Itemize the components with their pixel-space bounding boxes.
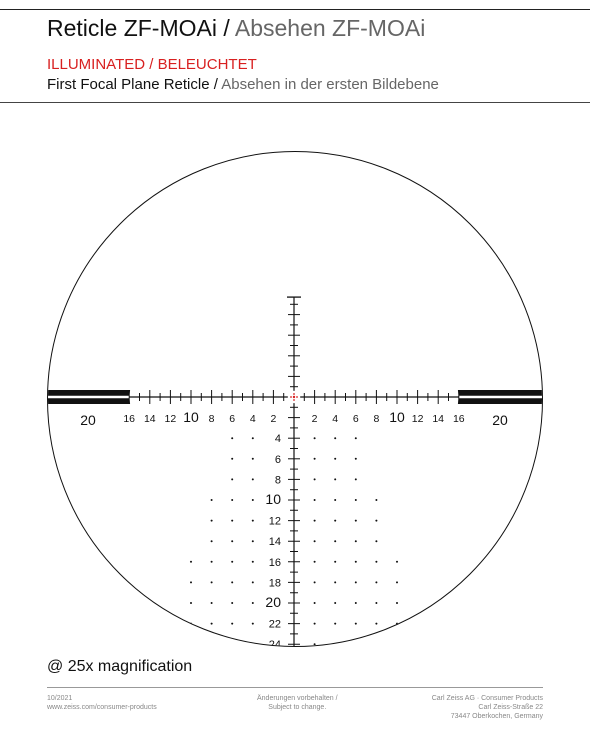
magnification-note: @ 25x magnification bbox=[47, 658, 193, 675]
holdover-dot bbox=[252, 581, 254, 583]
holdover-dot bbox=[314, 643, 316, 645]
outer-scale-label: 20 bbox=[80, 412, 96, 428]
vertical-scale-label: 24 bbox=[268, 639, 281, 648]
holdover-dot bbox=[355, 623, 357, 625]
holdover-dot bbox=[190, 623, 192, 625]
reticle-diagram bbox=[48, 152, 543, 647]
horizontal-scale-label: 6 bbox=[229, 413, 236, 425]
subtitle-english: First Focal Plane Reticle / bbox=[47, 76, 218, 93]
holdover-dot bbox=[314, 540, 316, 542]
holdover-dot bbox=[252, 499, 254, 501]
holdover-dot bbox=[334, 623, 336, 625]
vertical-scale-label: 12 bbox=[268, 515, 281, 528]
footer-change-en: Subject to change. bbox=[268, 704, 327, 711]
holdover-dot bbox=[355, 540, 357, 542]
holdover-dot bbox=[375, 581, 377, 583]
footer-url[interactable]: www.zeiss.com/consumer-products bbox=[47, 704, 157, 711]
holdover-dot bbox=[314, 478, 316, 480]
horizontal-scale-label: 12 bbox=[411, 413, 424, 425]
holdover-dot bbox=[314, 623, 316, 625]
holdover-dot bbox=[355, 581, 357, 583]
holdover-dot bbox=[375, 520, 377, 522]
illuminated-center-dot bbox=[296, 396, 298, 398]
holdover-dot bbox=[211, 499, 213, 501]
holdover-dot bbox=[211, 623, 213, 625]
footer-change-de: Änderungen vorbehalten / bbox=[257, 695, 338, 702]
holdover-dot bbox=[211, 581, 213, 583]
holdover-dot bbox=[334, 437, 336, 439]
holdover-dot bbox=[375, 643, 377, 645]
holdover-dot bbox=[314, 581, 316, 583]
top-rule bbox=[0, 9, 590, 10]
holdover-dot bbox=[355, 478, 357, 480]
holdover-dot bbox=[355, 643, 357, 645]
holdover-dot bbox=[355, 458, 357, 460]
holdover-dot bbox=[252, 458, 254, 460]
holdover-dot bbox=[231, 458, 233, 460]
holdover-dot bbox=[231, 540, 233, 542]
holdover-dot bbox=[190, 561, 192, 563]
horizontal-scale-label: 4 bbox=[249, 413, 256, 425]
footer-date: 10/2021 bbox=[47, 695, 73, 702]
illuminated-center-dot bbox=[293, 396, 295, 398]
holdover-dot bbox=[190, 602, 192, 604]
holdover-dot bbox=[211, 540, 213, 542]
page-title bbox=[47, 15, 425, 42]
holdover-dot bbox=[252, 437, 254, 439]
holdover-dot bbox=[375, 602, 377, 604]
holdover-dot bbox=[375, 623, 377, 625]
holdover-dot bbox=[334, 643, 336, 645]
title-english: Reticle ZF-MOAi / bbox=[47, 15, 230, 41]
vertical-scale-label: 22 bbox=[268, 618, 281, 631]
holdover-dot bbox=[231, 602, 233, 604]
footer-left bbox=[47, 694, 157, 712]
header-divider bbox=[0, 102, 590, 103]
vertical-scale-label: 4 bbox=[274, 433, 281, 446]
horizontal-scale-label: 16 bbox=[452, 413, 465, 425]
holdover-dot bbox=[252, 602, 254, 604]
holdover-dot bbox=[252, 623, 254, 625]
illuminated-center-dot bbox=[293, 399, 295, 401]
holdover-dot bbox=[231, 581, 233, 583]
holdover-dot bbox=[355, 520, 357, 522]
reticle-view bbox=[47, 151, 543, 647]
holdover-dot bbox=[252, 478, 254, 480]
holdover-dot bbox=[334, 499, 336, 501]
holdover-dot bbox=[396, 561, 398, 563]
holdover-dot bbox=[231, 520, 233, 522]
holdover-dot bbox=[314, 437, 316, 439]
holdover-dot bbox=[190, 643, 192, 645]
holdover-dot bbox=[231, 623, 233, 625]
holdover-dot bbox=[396, 602, 398, 604]
holdover-dot bbox=[231, 499, 233, 501]
holdover-dot bbox=[355, 437, 357, 439]
subtitle-german: Absehen in der ersten Bildebene bbox=[221, 76, 439, 93]
holdover-dot bbox=[314, 499, 316, 501]
title-german: Absehen ZF-MOAi bbox=[234, 15, 426, 41]
holdover-dot bbox=[231, 437, 233, 439]
holdover-dot bbox=[252, 520, 254, 522]
illuminated-center-dot bbox=[290, 396, 292, 398]
holdover-dot bbox=[375, 499, 377, 501]
holdover-dot bbox=[314, 458, 316, 460]
horizontal-scale-label: 14 bbox=[143, 413, 156, 425]
footer-right bbox=[432, 694, 543, 721]
holdover-dot bbox=[334, 561, 336, 563]
vertical-scale-label: 8 bbox=[274, 474, 281, 487]
horizontal-scale-label: 10 bbox=[389, 409, 405, 425]
footer-city: 73447 Oberkochen, Germany bbox=[450, 713, 543, 720]
holdover-dot bbox=[211, 561, 213, 563]
holdover-dot bbox=[396, 623, 398, 625]
outer-scale-label: 20 bbox=[492, 412, 508, 428]
holdover-dot bbox=[334, 520, 336, 522]
horizontal-scale-label: 4 bbox=[332, 413, 339, 425]
holdover-dot bbox=[252, 540, 254, 542]
vertical-scale-label: 16 bbox=[268, 556, 281, 569]
illuminated-center-dot bbox=[293, 393, 295, 395]
horizontal-scale-label: 10 bbox=[183, 409, 199, 425]
footer-street: Carl Zeiss-Straße 22 bbox=[478, 704, 543, 711]
holdover-dot bbox=[252, 643, 254, 645]
horizontal-scale-label: 2 bbox=[311, 413, 318, 425]
holdover-dot bbox=[334, 602, 336, 604]
holdover-dot bbox=[314, 520, 316, 522]
holdover-dot bbox=[334, 540, 336, 542]
holdover-dot bbox=[211, 520, 213, 522]
holdover-dot bbox=[334, 581, 336, 583]
vertical-scale-label: 18 bbox=[268, 577, 281, 590]
horizontal-scale-label: 6 bbox=[352, 413, 359, 425]
vertical-scale-label: 14 bbox=[268, 536, 281, 549]
vertical-scale-label: 10 bbox=[265, 491, 281, 507]
holdover-dot bbox=[211, 602, 213, 604]
holdover-dot bbox=[231, 643, 233, 645]
holdover-dot bbox=[190, 581, 192, 583]
footer-company: Carl Zeiss AG · Consumer Products bbox=[431, 695, 543, 702]
holdover-dot bbox=[314, 561, 316, 563]
subtitle bbox=[47, 76, 439, 93]
vertical-scale-label: 6 bbox=[274, 453, 281, 466]
illuminated-label: ILLUMINATED / BELEUCHTET bbox=[47, 56, 257, 73]
holdover-dot bbox=[334, 478, 336, 480]
vertical-scale-label: 20 bbox=[265, 594, 281, 610]
holdover-dot bbox=[355, 561, 357, 563]
horizontal-scale-label: 2 bbox=[270, 413, 277, 425]
holdover-dot bbox=[314, 602, 316, 604]
horizontal-scale-label: 16 bbox=[123, 413, 136, 425]
holdover-dot bbox=[211, 643, 213, 645]
horizontal-scale-label: 8 bbox=[208, 413, 215, 425]
holdover-dot bbox=[375, 561, 377, 563]
holdover-dot bbox=[334, 458, 336, 460]
holdover-dot bbox=[375, 540, 377, 542]
holdover-dot bbox=[396, 643, 398, 645]
holdover-dot bbox=[355, 499, 357, 501]
holdover-dot bbox=[231, 478, 233, 480]
footer-divider bbox=[47, 687, 543, 688]
holdover-dot bbox=[355, 602, 357, 604]
holdover-dot bbox=[396, 581, 398, 583]
horizontal-scale-label: 8 bbox=[373, 413, 380, 425]
holdover-dot bbox=[231, 561, 233, 563]
holdover-dot bbox=[252, 561, 254, 563]
horizontal-scale-label: 12 bbox=[164, 413, 177, 425]
footer-center bbox=[257, 694, 338, 712]
horizontal-scale-label: 14 bbox=[432, 413, 445, 425]
